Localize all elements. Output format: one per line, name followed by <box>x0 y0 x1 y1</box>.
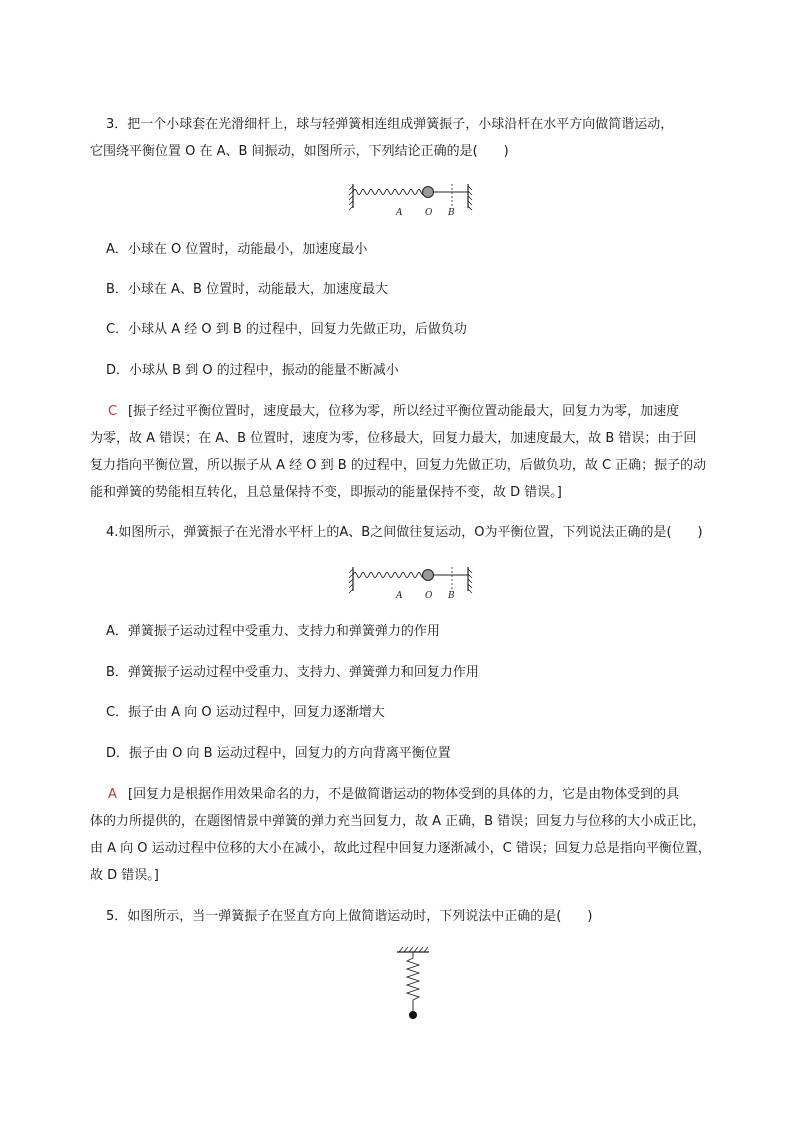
q4-label-b: B <box>448 591 455 601</box>
q3-option-d: D．小球从 B 到 O 的过程中，振动的能量不断减小 <box>106 363 399 378</box>
q3-answer-letter: C <box>108 404 118 419</box>
q3-explanation-line-2: 为零，故 A 错误；在 A、B 位置时，速度为零，位移最大，回复力最大，加速度最大，故 B 错误；由于回 <box>90 431 697 446</box>
q3-stem-line-2: 它围绕平衡位置 O 在 A、B 间振动，如图所示，下列结论正确的是( ) <box>90 144 509 159</box>
q4-option-c: C．振子由 A 向 O 运动过程中，回复力逐渐增大 <box>106 705 385 720</box>
q3-option-a: A．小球在 O 位置时，动能最小，加速度最小 <box>106 242 368 257</box>
q3-label-o: O <box>425 208 433 218</box>
q4-stem: 4.如图所示，弹簧振子在光滑水平杆上的A、B之间做往复运动，O为平衡位置，下列说法正确的是( ) <box>106 525 703 540</box>
q5-vertical-spring-figure <box>393 946 433 1022</box>
q4-explanation-line-1: [回复力是根据作用效果命名的力，不是做简谐运动的物体受到的具体的力，它是由物体受到的具 <box>128 787 680 802</box>
q4-explanation-line-3: 由 A 向 O 运动过程中位移的大小在减小，故此过程中回复力逐渐减小，C 错误；回复力总是指向平衡位置， <box>90 841 711 856</box>
q3-stem-line-1: 3．把一个小球套在光滑细杆上，球与轻弹簧相连组成弹簧振子，小球沿杆在水平方向做简谐运动， <box>106 117 674 132</box>
q4-answer-letter: A <box>108 787 117 802</box>
q4-explanation-line-4: 故 D 错误。] <box>90 868 159 883</box>
q3-explanation-line-3: 复力指向平衡位置，所以振子从 A 经 O 到 B 的过程中，回复力先做正功，后做负功，故 C 正确；振子的动 <box>90 458 707 473</box>
q3-option-b: B．小球在 A、B 位置时，动能最大，加速度最大 <box>106 282 388 297</box>
q4-label-o: O <box>425 591 433 601</box>
q3-label-a: A <box>396 208 403 218</box>
q4-explanation-line-2: 体的力所提供的，在题图情景中弹簧的弹力充当回复力，故 A 正确，B 错误；回复力与位移的大小成正比， <box>90 814 706 829</box>
q5-stem: 5．如图所示，当一弹簧振子在竖直方向上做简谐运动时，下列说法中正确的是( ) <box>106 909 593 924</box>
q3-option-c: C．小球从 A 经 O 到 B 的过程中，回复力先做正功，后做负功 <box>106 322 467 337</box>
q3-spring-figure <box>348 180 478 220</box>
q4-spring-figure <box>348 563 478 603</box>
q4-option-d: D．振子由 O 向 B 运动过程中，回复力的方向背离平衡位置 <box>106 746 451 761</box>
q3-explanation-line-4: 能和弹簧的势能相互转化，且总量保持不变，即振动的能量保持不变，故 D 错误。] <box>90 485 562 500</box>
q3-explanation-line-1: [振子经过平衡位置时，速度最大，位移为零，所以经过平衡位置动能最大，回复力为零，加速度 <box>128 404 680 419</box>
q4-label-a: A <box>396 591 403 601</box>
q4-option-b: B．弹簧振子运动过程中受重力、支持力、弹簧弹力和回复力作用 <box>106 665 479 680</box>
q4-option-a: A．弹簧振子运动过程中受重力、支持力和弹簧弹力的作用 <box>106 624 440 639</box>
q3-label-b: B <box>448 208 455 218</box>
